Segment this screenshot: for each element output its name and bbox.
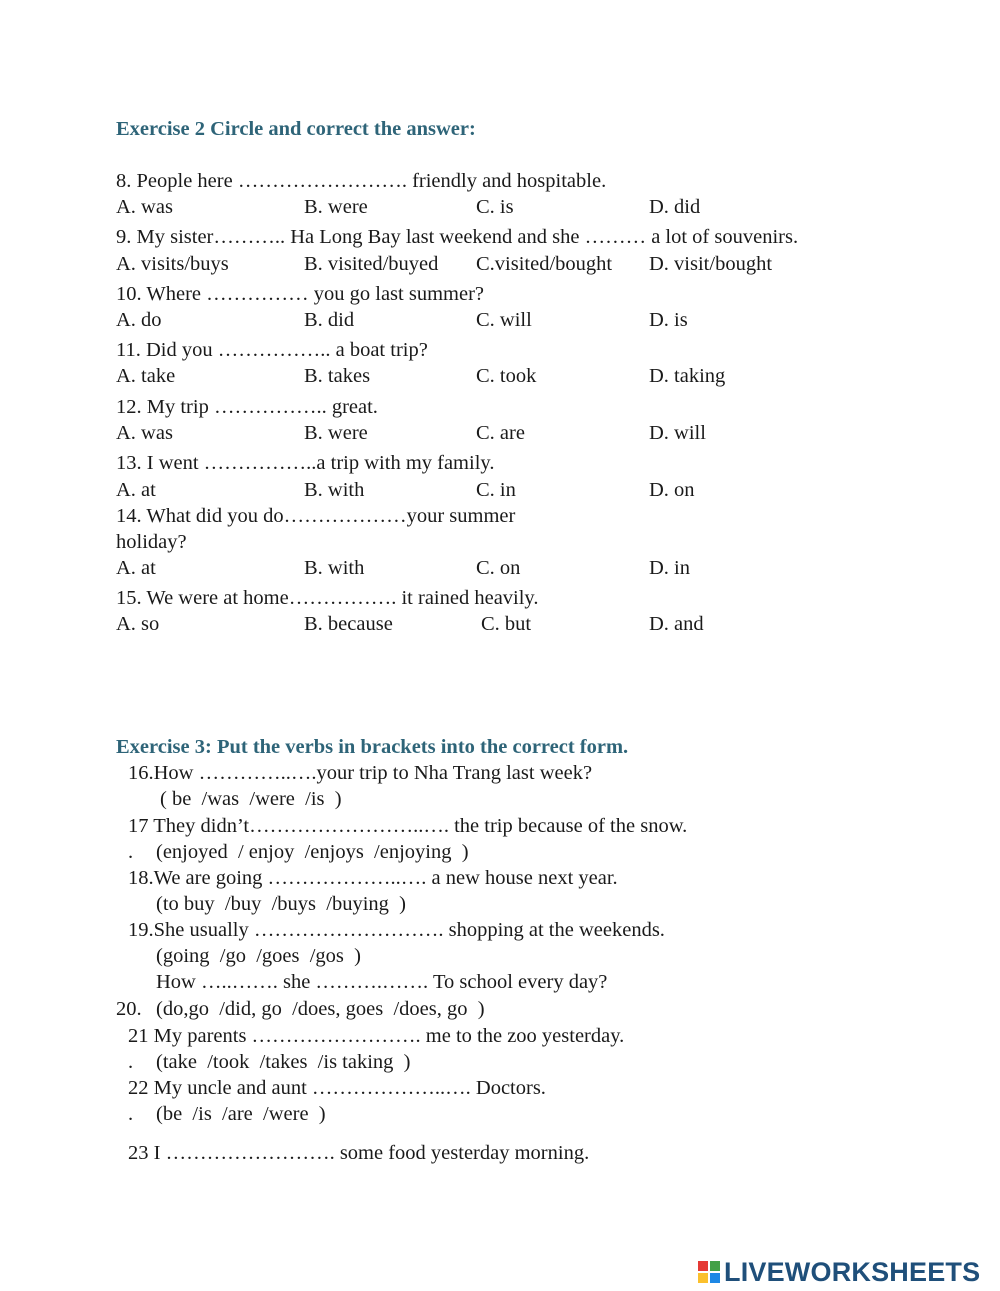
question-10: 10. Where …………… you go last summer?: [116, 283, 484, 305]
option-9-a[interactable]: A. visits/buys: [116, 253, 229, 275]
option-15-c[interactable]: C. but: [481, 613, 532, 635]
option-8-a[interactable]: A. was: [116, 196, 173, 218]
option-14-a[interactable]: A. at: [116, 557, 156, 579]
exercise-3-title: Exercise 3: Put the verbs in brackets into the correct form.: [116, 736, 629, 758]
question-14-continued: holiday?: [116, 531, 187, 553]
bullet-17: .: [128, 841, 134, 863]
option-15-a[interactable]: A. so: [116, 613, 160, 635]
question-14: 14. What did you do………………your summer: [116, 505, 516, 527]
question-20: How …..……. she ……….……. To school every day?: [156, 971, 608, 993]
question-8: 8. People here ……………………. friendly and hospitable.: [116, 170, 607, 192]
question-23: 23 I ……………………. some food yesterday morning.: [128, 1142, 590, 1164]
bullet-22: .: [128, 1103, 134, 1125]
question-18: 18.We are going ………………..…. a new house next year.: [128, 867, 618, 889]
option-10-a[interactable]: A. do: [116, 309, 162, 331]
question-17: 17 They didn’t……………………..…. the trip because of the snow.: [128, 815, 688, 837]
question-22: 22 My uncle and aunt ………………..…. Doctors.: [128, 1077, 546, 1099]
question-9: 9. My sister……….. Ha Long Bay last weekend and she ……… a lot of souvenirs.: [116, 226, 799, 248]
option-8-b[interactable]: B. were: [304, 196, 368, 218]
question-12: 12. My trip …………….. great.: [116, 396, 378, 418]
question-21: 21 My parents ……………………. me to the zoo yesterday.: [128, 1025, 625, 1047]
option-11-c[interactable]: C. took: [476, 365, 537, 387]
option-14-c[interactable]: C. on: [476, 557, 521, 579]
option-11-d[interactable]: D. taking: [649, 365, 726, 387]
option-12-c[interactable]: C. are: [476, 422, 525, 444]
liveworksheets-logo-icon: [698, 1261, 720, 1283]
logo-square-yellow: [698, 1273, 708, 1283]
options-22[interactable]: (be /is /are /were ): [156, 1103, 326, 1125]
options-17[interactable]: (enjoyed / enjoy /enjoys /enjoying ): [156, 841, 469, 863]
options-19[interactable]: (going /go /goes /gos ): [156, 945, 361, 967]
option-10-b[interactable]: B. did: [304, 309, 355, 331]
option-13-c[interactable]: C. in: [476, 479, 516, 501]
exercise-2-title: Exercise 2 Circle and correct the answer:: [116, 118, 476, 140]
option-8-c[interactable]: C. is: [476, 196, 514, 218]
option-9-b[interactable]: B. visited/buyed: [304, 253, 439, 275]
option-14-d[interactable]: D. in: [649, 557, 690, 579]
option-10-c[interactable]: C. will: [476, 309, 532, 331]
question-11: 11. Did you …………….. a boat trip?: [116, 339, 428, 361]
liveworksheets-logo-text: LIVEWORKSHEETS: [724, 1256, 981, 1287]
option-9-c[interactable]: C.visited/bought: [476, 253, 613, 275]
options-21[interactable]: (take /took /takes /is taking ): [156, 1051, 411, 1073]
option-8-d[interactable]: D. did: [649, 196, 701, 218]
option-13-a[interactable]: A. at: [116, 479, 156, 501]
logo-square-blue: [710, 1273, 720, 1283]
option-12-b[interactable]: B. were: [304, 422, 368, 444]
options-20[interactable]: (do,go /did, go /does, goes /does, go ): [156, 998, 485, 1020]
option-9-d[interactable]: D. visit/bought: [649, 253, 773, 275]
option-11-a[interactable]: A. take: [116, 365, 176, 387]
option-10-d[interactable]: D. is: [649, 309, 688, 331]
question-13: 13. I went ……………..a trip with my family.: [116, 452, 495, 474]
option-12-a[interactable]: A. was: [116, 422, 173, 444]
bullet-21: .: [128, 1051, 134, 1073]
option-11-b[interactable]: B. takes: [304, 365, 371, 387]
question-15: 15. We were at home……………. it rained heavily.: [116, 587, 539, 609]
option-15-d[interactable]: D. and: [649, 613, 704, 635]
option-12-d[interactable]: D. will: [649, 422, 706, 444]
option-15-b[interactable]: B. because: [304, 613, 393, 635]
options-16[interactable]: ( be /was /were /is ): [160, 788, 342, 810]
logo-square-red: [698, 1261, 708, 1271]
option-13-b[interactable]: B. with: [304, 479, 365, 501]
option-13-d[interactable]: D. on: [649, 479, 695, 501]
liveworksheets-logo: [698, 1256, 980, 1288]
question-16: 16.How …………..….your trip to Nha Trang last week?: [128, 762, 593, 784]
option-14-b[interactable]: B. with: [304, 557, 365, 579]
logo-square-green: [710, 1261, 720, 1271]
question-19: 19.She usually ………………………. shopping at the weekends.: [128, 919, 665, 941]
options-18[interactable]: (to buy /buy /buys /buying ): [156, 893, 406, 915]
number-20: 20.: [116, 998, 142, 1020]
